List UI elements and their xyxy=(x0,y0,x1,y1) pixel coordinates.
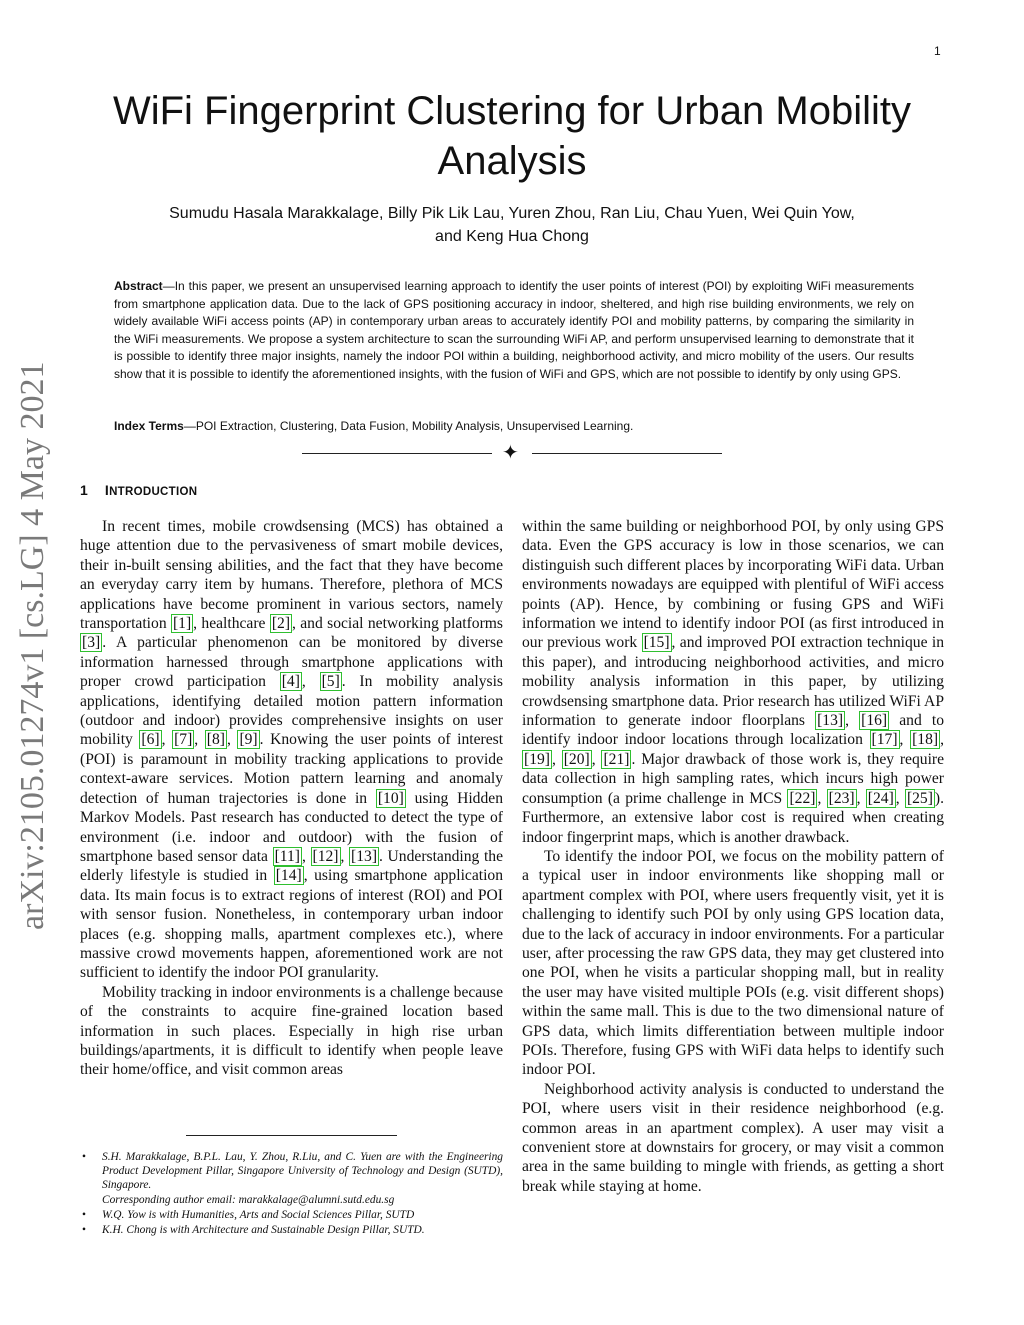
citation-link[interactable]: [13] xyxy=(817,712,844,730)
citation-link[interactable]: [15] xyxy=(643,634,670,652)
citation-link[interactable]: [1] xyxy=(172,615,192,633)
citation-link[interactable]: [10] xyxy=(377,789,404,807)
author-list xyxy=(100,202,924,248)
arxiv-side-stamp: arXiv:2105.01274v1 [cs.LG] 4 May 2021 xyxy=(14,361,51,930)
left-column xyxy=(80,517,503,1080)
authors-line-1: Sumudu Hasala Marakkalage, Billy Pik Lik Lau, Yuren Zhou, Ran Liu, Chau Yuen, Wei Quin Yow, xyxy=(169,205,855,222)
citation-link[interactable]: [18] xyxy=(912,731,939,749)
abstract xyxy=(114,278,914,384)
page-number: 1 xyxy=(934,44,941,58)
divider-line-left xyxy=(302,453,492,454)
right-column xyxy=(522,517,944,1196)
abstract-label: Abstract xyxy=(114,279,163,293)
citation-link[interactable]: [6] xyxy=(141,731,160,749)
citation-link[interactable]: [20] xyxy=(563,750,590,768)
citation-link[interactable]: [2] xyxy=(271,615,291,633)
citation-link[interactable]: [11] xyxy=(274,847,300,865)
citation-link[interactable]: [12] xyxy=(312,847,339,865)
index-terms-label: Index Terms xyxy=(114,419,184,433)
citation-link[interactable]: [7] xyxy=(174,731,193,749)
section-title-initial: I xyxy=(104,482,110,498)
paragraph-intro-1: In recent times, mobile crowdsensing (MCS) has obtained a huge attention due to the pervasiveness of smart mobile devices, their in-built sensing abilities, and the fact that they have become an everyday carry item by humans. Therefore, plethora of MCS applications have become prominent in various sectors, namely transportation [1] , healthcare [2] , and social networking platforms [3] . A particular phenomenon can be monitored by diverse information harnessed through smartphone applications with proper crowd participation [4] , [5] . In mobility analysis applications, identifying detailed motion pattern information (outdoor and indoor) provides comprehensive insights on user mobility [6] , [7] , [8] , [9] . Knowing the user points of interest (POI) is paramount in mobility tracking applications to provide context-aware services. Motion pattern learning and anomaly detection of human trajectories is done in [10] using Hidden Markov Models. Past research has conducted to detect the type of environment (i.e. indoor and outdoor) with the fusion of smartphone based sensor data [11] , [12] , [13] . Understanding the elderly lifestyle is studied in [14] , using smartphone application data. Its main focus is to extract regions of interest (ROI) and POI with sensor fusion. Nonetheless, in contemporary urban indoor places (e.g. shopping malls, apartment complexes etc.), where massive crowd movements happen, aforementioned work are not sufficient to identify the indoor POI granularity. xyxy=(80,518,504,982)
citation-link[interactable]: [24] xyxy=(867,789,894,807)
corresponding-author-email: Corresponding author email: marakkalage@alumni.sutd.edu.sg xyxy=(102,1193,395,1206)
paragraph-intro-3: within the same building or neighborhood POI, by only using GPS data. Even the GPS accuracy is low in those scenarios, we can distinguish such different places by incorporating WiFi data. Urban environments nowadays are equipped with plentiful of WiFi access points (AP). Hence, by combining or fusing GPS and WiFi information we intend to identify indoor POI (as first introduced in our previous work [15] , and improved POI extraction technique in this paper), and introducing neighborhood activities, and micro mobility analysis information in this paper, by utilizing crowdsensing smartphone data. Prior research has utilized WiFi AP information to generate indoor floorplans [13] , [16] and to identify indoor indoor locations through localization [17] , [18] , [19] , [20] , [21] . Major drawback of those work is, they require data collection in high sampling rates, which incurs high power consumption (a prime challenge in MCS [22] , [23] , [24] , [25] ). Furthermore, an extensive labor cost is required when creating indoor fingerprint maps, which is another drawback. xyxy=(522,518,945,846)
bullet-icon: • xyxy=(82,1208,86,1221)
title-line-2: Analysis xyxy=(437,139,587,183)
authors-line-2: and Keng Hua Chong xyxy=(435,228,589,245)
bullet-icon: • xyxy=(82,1151,86,1163)
paragraph-intro-2: Mobility tracking in indoor environments is a challenge because of the constraints to acquire fine-grained location based information in such places. Especially in high rise urban buildings/apartments, it is difficult to identify when people leave their home/office, and visit common areas xyxy=(80,983,503,1079)
footnote-affiliation-2: • W.Q. Yow is with Humanities, Arts and Social Sciences Pillar, SUTD xyxy=(82,1208,415,1221)
footnote-affiliation-1: • S.H. Marakkalage, B.P.L. Lau, Y. Zhou, R.Liu, and C. Yuen are with the Engineering Product Development Pillar, Singapore University of Technology and Design (SUTD), Singapore. Corresponding author email: marakkalage@alumni.sutd.edu.sg xyxy=(82,1151,503,1206)
index-terms xyxy=(114,418,914,435)
citation-link[interactable]: [16] xyxy=(861,712,888,730)
citation-link[interactable]: [4] xyxy=(281,673,300,691)
title-line-1: WiFi Fingerprint Clustering for Urban Mobility xyxy=(112,89,911,133)
paragraph-intro-5: Neighborhood activity analysis is conducted to understand the POI, where users visit in their residence neighborhood (e.g. common areas in an apartment complex). A user may visit a convenient store at downstairs for grocery, or may visit a common area in the same building to mingle with friends, as getting a short break while staying at home. xyxy=(522,1080,944,1195)
divider-line-right xyxy=(532,453,722,454)
citation-link[interactable]: [21] xyxy=(603,750,630,768)
paragraph-intro-4: To identify the indoor POI, we focus on the mobility pattern of a typical user in indoor environments like shopping mall or apartment complex with POI, where users frequently visit, yet it is challenging to identify such POI by only using GPS location data, due to the lack of accuracy in indoor environments. For a particular user, after processing the raw GPS data, they may get clustered into one POI, when he visits a particular shopping mall, but in reality the user may have visited multiple POIs (e.g. visit different shops) within the same mall. This is due to the two dimensional nature of GPS data, which limits differentiation between multiple indoor POIs. Therefore, fusing GPS with WiFi data helps to identify such indoor POI. xyxy=(522,847,944,1079)
citation-link[interactable]: [8] xyxy=(206,731,225,749)
paper-title xyxy=(80,86,944,186)
citation-link[interactable]: [9] xyxy=(239,731,258,749)
bullet-icon: • xyxy=(82,1224,86,1237)
section-number: 1 xyxy=(80,482,89,498)
section-heading xyxy=(80,482,197,498)
footnote-rule xyxy=(186,1135,397,1136)
footnotes xyxy=(80,1150,503,1238)
section-title-rest: NTRODUCTION xyxy=(109,486,198,498)
divider-star-icon: ✦ xyxy=(502,440,519,464)
citation-link[interactable]: [25] xyxy=(906,789,933,807)
citation-link[interactable]: [23] xyxy=(828,789,855,807)
abstract-text: —In this paper, we present an unsupervised learning approach to identify the user points of interest (POI) by exploiting WiFi measurements from smartphone application data. Due to the lack of GPS positioning accuracy in indoor, sheltered, and high rise building environments, we rely on widely available WiFi access points (AP) in contemporary urban areas to accurately identify POI and mobility patterns, by comparing the similarity in the WiFi measurements. We propose a system architecture to scan the surrounding WiFi AP, and perform unsupervised learning to demonstrate that it is possible to identify three major insights, namely the indoor POI within a building, neighborhood activity, and micro mobility of the users. Our results show that it is possible to identify the aforementioned insights, with the fusion of WiFi and GPS, which are not possible to identify by only using GPS. xyxy=(114,279,914,381)
citation-link[interactable]: [14] xyxy=(275,867,302,885)
footnote-affiliation-3: • K.H. Chong is with Architecture and Sustainable Design Pillar, SUTD. xyxy=(82,1224,425,1237)
index-terms-text: —POI Extraction, Clustering, Data Fusion, Mobility Analysis, Unsupervised Learning. xyxy=(183,419,634,433)
section-divider xyxy=(302,440,722,464)
citation-link[interactable]: [3] xyxy=(82,634,101,652)
citation-link[interactable]: [19] xyxy=(524,750,550,768)
citation-link[interactable]: [5] xyxy=(321,673,340,691)
citation-link[interactable]: [17] xyxy=(871,731,898,749)
citation-link[interactable]: [13] xyxy=(351,847,378,865)
citation-link[interactable]: [22] xyxy=(789,789,816,807)
